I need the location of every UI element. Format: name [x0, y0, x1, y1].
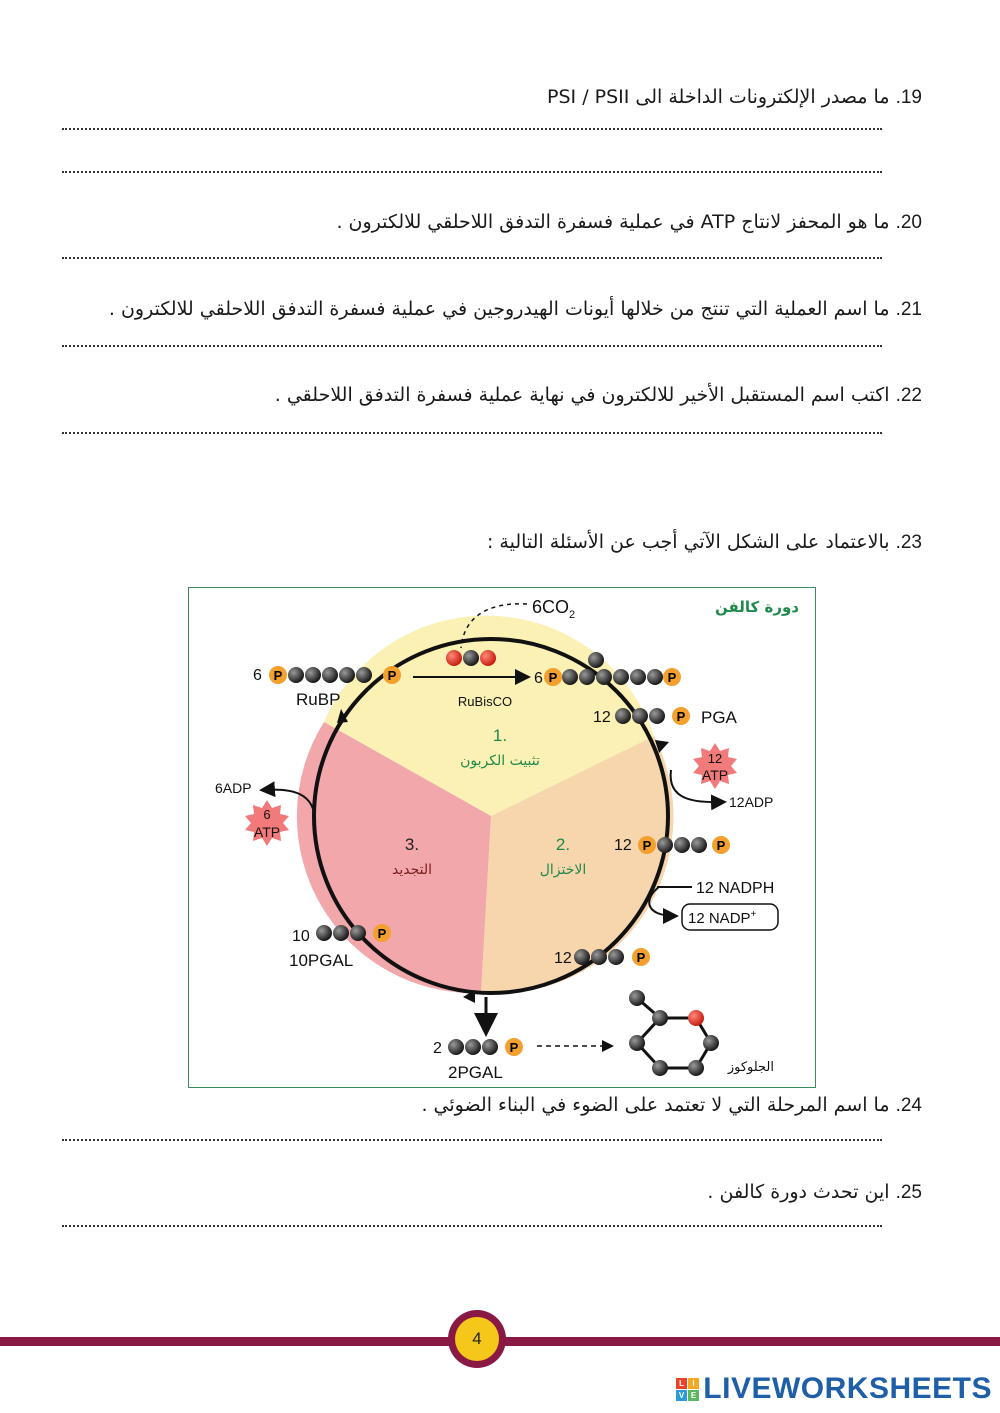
- rubp-count: 6: [253, 667, 262, 684]
- question-text: بالاعتماد على الشكل الآتي أجب عن الأسئلة التالية :: [486, 531, 890, 553]
- answer-line[interactable]: [62, 128, 882, 130]
- question-number: 20.: [895, 212, 922, 233]
- svg-text:P: P: [676, 709, 686, 724]
- brand-logo: [676, 1372, 992, 1406]
- svg-text:P: P: [273, 668, 283, 683]
- question-number: 21.: [895, 299, 922, 320]
- rubisco-label: RuBisCO: [457, 694, 513, 709]
- svg-text:P: P: [548, 670, 558, 685]
- phase3-name: التجديد: [391, 862, 433, 878]
- pgal10-count: 10: [292, 928, 310, 945]
- g3p-molecule: [574, 948, 650, 966]
- brand-name: LIVEWORKSHEETS: [703, 1372, 992, 1405]
- phase1-name: تثبيت الكربون: [460, 753, 540, 769]
- svg-text:P: P: [387, 668, 397, 683]
- rubp-label: RuBP: [296, 690, 341, 709]
- question-text: اكتب اسم المستقبل الأخير للالكترون في نهاية عملية فسفرة التدفق اللاحلقي .: [274, 384, 890, 406]
- pgal10-label: 10PGAL: [289, 951, 354, 970]
- answer-line[interactable]: [62, 171, 882, 173]
- glucose-molecule: [629, 990, 719, 1076]
- page-number: 4: [455, 1317, 499, 1361]
- svg-text:P: P: [667, 670, 677, 685]
- glucose-label: الجلوكوز: [727, 1060, 774, 1075]
- nadph-label: 12 NADPH: [696, 880, 775, 897]
- pga-label: PGA: [701, 708, 737, 727]
- question-number: 25.: [895, 1182, 922, 1203]
- question-24: [421, 1094, 922, 1117]
- pgal10-molecule: [316, 924, 391, 942]
- answer-line[interactable]: [62, 257, 882, 259]
- answer-line[interactable]: [62, 1225, 882, 1227]
- calvin-cycle-diagram: [188, 587, 816, 1088]
- pga-molecule: [615, 707, 690, 725]
- phase2-number: 2.: [555, 835, 571, 854]
- question-19: [547, 86, 922, 109]
- question-text: ما اسم المرحلة التي لا تعتمد على الضوء في البناء الضوئي .: [421, 1094, 890, 1116]
- six-carbon-count: 6: [534, 670, 543, 687]
- page-number-badge: [448, 1310, 506, 1368]
- co2-molecules: [446, 650, 496, 666]
- answer-line[interactable]: [62, 432, 882, 434]
- question-21: [109, 298, 922, 321]
- adp12-label: 12ADP: [729, 794, 774, 810]
- phase1-number: 1.: [492, 726, 508, 745]
- answer-line[interactable]: [62, 345, 882, 347]
- question-20: [336, 211, 922, 234]
- svg-text:12: 12: [707, 751, 723, 766]
- phase3-number: 3.: [404, 835, 420, 854]
- question-number: 22.: [895, 385, 922, 406]
- pga-count: 12: [593, 709, 611, 726]
- nadp-label: 12 NADP+: [688, 909, 757, 927]
- pgal2-count: 2: [433, 1040, 442, 1057]
- atp-burst-6: [245, 800, 289, 846]
- svg-text:ATP: ATP: [701, 767, 729, 783]
- bpga-count: 12: [614, 837, 632, 854]
- bpga-molecule: [638, 836, 730, 854]
- question-number: 23.: [895, 532, 922, 553]
- pgal2-label: 2PGAL: [448, 1063, 503, 1082]
- svg-text:ATP: ATP: [253, 824, 281, 840]
- diagram-title: دورة كالفن: [714, 598, 799, 616]
- g3p-count: 12: [554, 950, 572, 967]
- atp-burst-12: [693, 743, 737, 789]
- co2-label: $6CO_2$: [532, 597, 576, 621]
- svg-text:P: P: [642, 838, 652, 853]
- question-number: 19.: [895, 87, 922, 108]
- svg-text:6: 6: [263, 807, 271, 822]
- brand-logo-icon: L I V E: [676, 1378, 699, 1401]
- pgal2-molecule: [448, 1038, 523, 1056]
- question-23: [487, 531, 922, 554]
- question-25: [707, 1181, 922, 1204]
- question-text: اين تحدث دورة كالفن .: [707, 1181, 890, 1203]
- question-22: [275, 384, 922, 407]
- answer-line[interactable]: [62, 1139, 882, 1141]
- question-number: 24.: [895, 1095, 922, 1116]
- question-text: ما هو المحفز لانتاج ATP في عملية فسفرة التدفق اللاحلقي للالكترون .: [336, 211, 890, 233]
- question-text: ما مصدر الإلكترونات الداخلة الى PSI / PSII: [547, 86, 890, 108]
- svg-text:P: P: [716, 838, 726, 853]
- svg-text:P: P: [636, 950, 646, 965]
- phase2-name: الاختزال: [539, 862, 587, 878]
- svg-text:P: P: [509, 1040, 519, 1055]
- svg-text:P: P: [377, 926, 387, 941]
- adp6-label: 6ADP: [215, 780, 252, 796]
- question-text: ما اسم العملية التي تنتج من خلالها أيونات الهيدروجين في عملية فسفرة التدفق اللاحلقي للالكترون .: [108, 298, 890, 320]
